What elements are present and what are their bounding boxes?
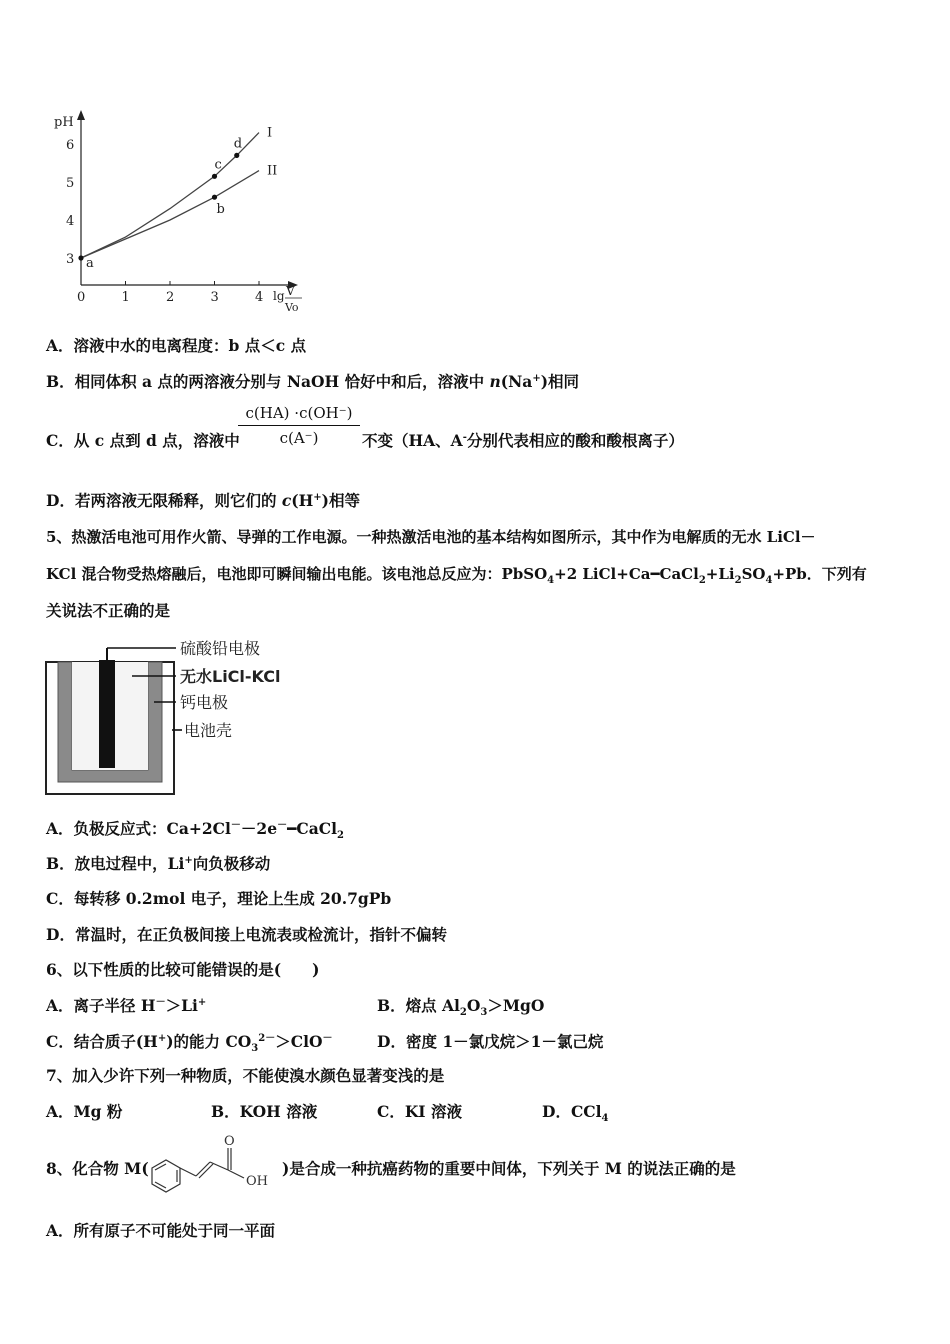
q4-option-c-text: C．从 c 点到 d 点，溶液中 [46,431,240,450]
x-axis-label-V0: Vo [285,301,299,314]
label-battery-shell: 电池壳 [184,721,233,740]
y-axis-label: pH [54,115,74,130]
q5-a-1: A．负极反应式：Ca+2Cl [46,819,231,838]
q5-option-d: D．常温时，在正负极间接上电流表或检流计，指针不偏转 [46,925,447,944]
q4-option-d-end: )相等 [321,491,361,510]
q4-option-b-n: n [489,372,501,391]
y-tick-label: 4 [66,214,75,229]
q4-option-b-mid: (Na [500,372,533,391]
y-axis-arrow [77,110,85,120]
q5-a-sup2: － [277,819,288,831]
q5-stem-line1: 5、热激活电池可用作火箭、导弹的工作电源。一种热激活电池的基本结构如图所示，其中作为电解质的无水 LiCl－ [46,528,816,546]
q5-l2-s1: 4 [547,575,555,586]
cinnamic-acid-structure [144,1132,284,1194]
q5-option-c: C．每转移 0.2mol 电子，理论上生成 20.7gPb [46,889,392,908]
q4-option-d [46,490,360,512]
q8-stem-pre: 8、化合物 M( [46,1159,149,1178]
q4-option-d-c: c [281,491,292,510]
q8-option-a: A．所有原子不可能处于同一平面 [46,1221,276,1240]
q5-option-a [46,818,344,840]
q6-c-2: )的能力 CO [166,1032,252,1051]
q5-b-sup: + [184,854,193,866]
q5-l2-a: KCl 混合物受热熔融后，电池即可瞬间输出电能。该电池总反应为：PbSO [46,565,548,583]
lead-sulfate-electrode [99,660,115,768]
q6-b-s2: 3 [480,1007,488,1019]
q6-a-sup1: － [155,996,166,1008]
q4-option-c-sup: - [462,431,467,443]
q5-l2-s2: 2 [698,575,706,586]
fraction-denominator: c(A⁻) [279,429,319,447]
q6-c-sup2: 2－ [258,1032,276,1044]
point-a [78,255,83,260]
x-tick-label: 4 [255,290,264,305]
q5-a-sub: 2 [337,830,344,842]
x-tick-label: 2 [166,290,175,305]
q4-option-c-fraction [238,404,360,447]
q4-option-d-mid: (H [291,491,314,510]
q4-option-b-sup: + [532,372,541,384]
point-label: c [214,157,222,173]
x-axis-label-V: V [286,284,295,298]
q8-stem-post: )是合成一种抗癌药物的重要中间体，下列关于 M 的说法正确的是 [282,1159,736,1178]
bond-to-oh [228,1170,244,1178]
q5-a-3: ━CaCl [287,819,337,838]
q6-option-a [46,994,206,1016]
q6-a-1: A．离子半径 H [46,996,156,1015]
y-tick-label: 3 [66,252,75,267]
q7-option-a: A．Mg 粉 [46,1102,123,1121]
x-tick-label: 0 [77,290,86,305]
battery-structure-figure [44,640,304,800]
curve-label: II [267,163,278,179]
q4-option-b [46,371,579,393]
q7-stem: 7、加入少许下列一种物质，不能使溴水颜色显著变浅的是 [46,1066,445,1085]
point-b [212,195,217,200]
q4-option-c-tail [362,430,684,452]
point-label: d [233,136,243,152]
q6-a-2: ＞Li [165,996,198,1015]
q4-option-b-end: )相同 [540,372,580,391]
q7-d-1: D．CCl [542,1102,602,1121]
q5-l2-b: +2 LiCl+Ca━CaCl [554,565,699,583]
label-electrolyte: 无水LiCl-KCl [180,667,281,686]
q6-b-s1: 2 [459,1007,467,1019]
q6-option-b [377,994,545,1019]
q5-b-1: B．放电过程中，Li [46,854,185,873]
y-tick-label: 6 [66,138,75,153]
q5-option-b [46,853,270,875]
q7-option-c: C．KI 溶液 [377,1102,462,1121]
q5-stem-line3: 关说法不正确的是 [46,601,171,620]
q6-c-3: ＞ClO [275,1032,323,1051]
x-tick-label: 3 [210,290,219,305]
q5-l2-s3: 2 [734,575,742,586]
y-tick-label: 5 [66,176,75,191]
q5-stem-line2 [46,563,867,585]
q6-b-2: O [466,996,481,1015]
q4-option-d-text: D．若两溶液无限稀释，则它们的 [46,491,282,510]
q5-l2-d: SO [741,565,766,583]
q5-a-sup1: － [230,819,241,831]
carbonyl-oxygen: O [224,1134,235,1149]
bond-to-carbonyl [210,1162,228,1170]
q5-a-2: －2e [240,819,278,838]
point-label: b [216,202,225,218]
benzene-ring [152,1160,180,1192]
q4-option-b-text: B．相同体积 a 点的两溶液分别与 NaOH 恰好中和后，溶液中 [46,372,490,391]
q6-option-d: D．密度 1－氯戊烷＞1－氯己烷 [377,1032,604,1051]
bond-ring-vinyl [180,1168,196,1176]
q5-b-2: 向负极移动 [192,854,271,873]
x-tick-label: 1 [121,290,130,305]
q6-b-1: B．熔点 Al [377,996,460,1015]
point-c [212,174,217,179]
q6-option-c [46,1030,333,1055]
point-d [234,153,239,158]
q6-c-1: C．结合质子(H [46,1032,158,1051]
q6-stem: 6、以下性质的比较可能错误的是( ) [46,960,320,979]
hydroxyl-group: OH [246,1174,268,1189]
q4-option-d-sup: + [313,491,322,503]
q6-c-sup3: － [322,1032,333,1044]
q7-option-d [542,1100,609,1125]
q7-d-sub: 4 [601,1113,609,1125]
q4-option-a: A．溶液中水的电离程度：b 点＜c 点 [46,336,307,355]
label-lead-sulfate-electrode: 硫酸铅电极 [180,640,261,658]
q5-l2-e: +Pb．下列有 [772,565,867,583]
q6-a-sup2: + [197,996,207,1008]
fraction-numerator: c(HA) ·c(OH⁻) [238,404,360,426]
q4-option-c-post: 不变（HA、A [362,431,463,450]
q5-l2-c: +Li [705,565,735,583]
curve-I [81,133,259,258]
q4-option-c [46,430,240,452]
ph-dilution-graph [40,108,360,318]
q6-b-3: ＞MgO [487,996,545,1015]
q7-option-b: B．KOH 溶液 [211,1102,318,1121]
q5-l2-s4: 4 [765,575,773,586]
q6-c-sub: 3 [251,1043,259,1055]
label-calcium-electrode: 钙电极 [180,693,229,712]
q6-c-sup1: + [157,1032,167,1044]
curve-label: I [267,125,273,141]
x-axis-label-lg: lg [273,289,285,303]
point-label: a [86,256,94,271]
q4-option-c-post2: 分别代表相应的酸和酸根离子） [466,431,684,450]
